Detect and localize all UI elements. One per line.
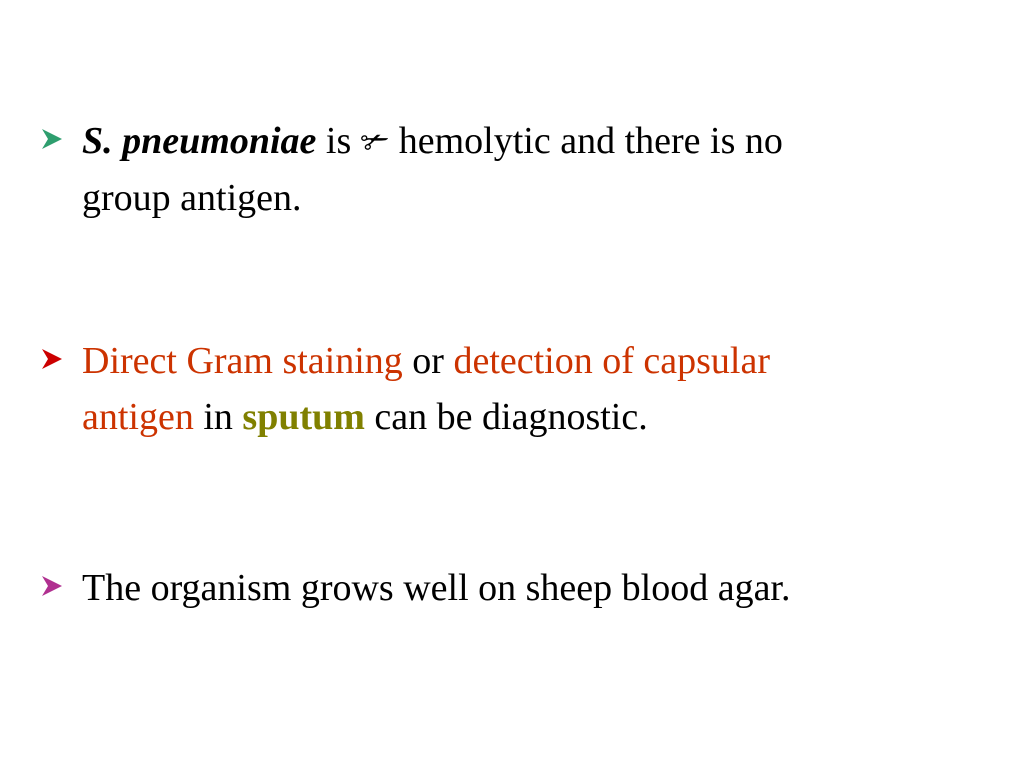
word-sputum: sputum [242,396,365,438]
alpha-symbol: ✃ [360,122,390,162]
bullet-1-text [82,113,982,226]
bullet-1-rest-line2: group antigen. [82,177,302,219]
word-or: or [412,340,444,382]
bullet-2-text [82,333,982,445]
word-in: in [203,396,233,438]
arrowhead-bullet-icon [40,574,64,598]
word-is: is [325,120,352,162]
organism-name: S. pneumoniae [82,120,317,162]
direct-gram-staining: Direct Gram staining [82,340,403,382]
bullet-3-text [82,560,982,616]
bullet-3-sentence: The organism grows well on sheep blood agar. [82,567,791,609]
bullet-1-rest-line1: hemolytic and there is no [398,120,783,162]
detection-of-capsular: detection of capsular [453,340,770,382]
word-antigen: antigen [82,396,194,438]
bullet-2-rest: can be diagnostic. [374,396,648,438]
arrowhead-bullet-icon [40,347,64,371]
arrowhead-bullet-icon [40,127,64,151]
